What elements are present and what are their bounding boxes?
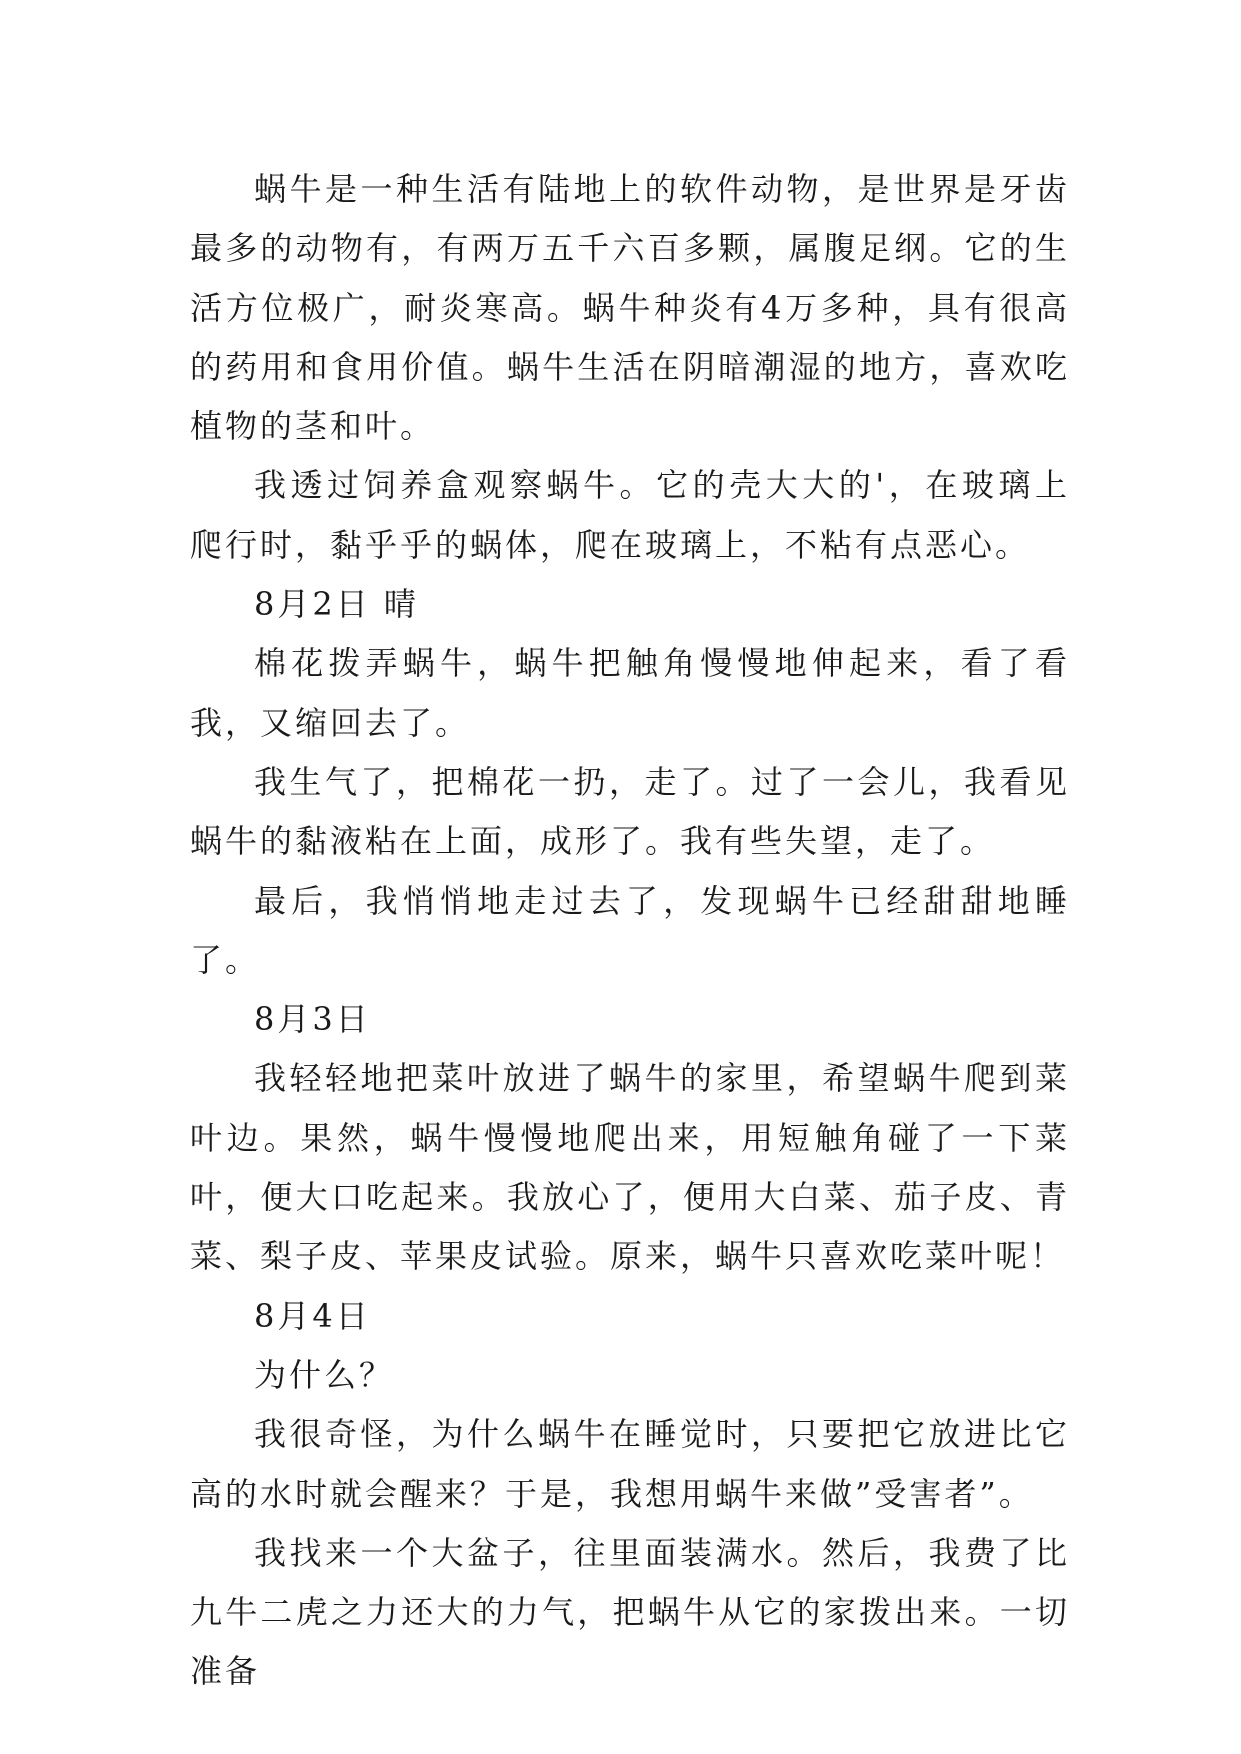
paragraph-curiosity: 我很奇怪，为什么蜗牛在睡觉时，只要把它放进比它高的水时就会醒来？于是，我想用蜗牛来做”受害者”。 bbox=[190, 1415, 1070, 1513]
paragraph-cotton-poke: 棉花拨弄蜗牛，蜗牛把触角慢慢地伸起来，看了看我，又缩回去了。 bbox=[190, 644, 1070, 742]
document-body bbox=[190, 160, 1070, 1702]
paragraph-question: 为什么？ bbox=[254, 1355, 395, 1394]
paragraph-water-basin: 我找来一个大盆子，往里面装满水。然后，我费了比九牛二虎之力还大的力气，把蜗牛从它的家拨出来。一切准备 bbox=[190, 1533, 1070, 1691]
paragraph-angry-leave: 我生气了，把棉花一扔，走了。过了一会儿，我看见蜗牛的黏液粘在上面，成形了。我有些失望，走了。 bbox=[190, 762, 1070, 861]
paragraph-leaf-experiment: 我轻轻地把菜叶放进了蜗牛的家里，希望蜗牛爬到菜叶边。果然，蜗牛慢慢地爬出来，用短触角碰了一下菜叶，便大口吃起来。我放心了，便用大白菜、茄子皮、青菜、梨子皮、苹果皮试验。原来，蜗牛只喜欢吃菜叶呢！ bbox=[190, 1059, 1070, 1276]
diary-date-aug-2: 8月2日 晴 bbox=[254, 585, 419, 624]
diary-date-aug-4: 8月4日 bbox=[254, 1296, 371, 1335]
paragraph-observation-box: 我透过饲养盒观察蜗牛。它的壳大大的'，在玻璃上爬行时，黏乎乎的蜗体，爬在玻璃上，不粘有点恶心。 bbox=[190, 466, 1070, 564]
paragraph-snail-asleep: 最后，我悄悄地走过去了，发现蜗牛已经甜甜地睡了。 bbox=[190, 881, 1070, 979]
diary-date-aug-3: 8月3日 bbox=[254, 1000, 371, 1039]
paragraph-snail-intro: 蜗牛是一种生活有陆地上的软件动物，是世界是牙齿最多的动物有，有两万五千六百多颗，属腹足纲。它的生活方位极广，耐炎寒高。蜗牛种炎有4万多种，具有很高的药用和食用价值。蜗牛生活在阴暗潮湿的地方，喜欢吃植物的茎和叶。 bbox=[190, 170, 1070, 446]
